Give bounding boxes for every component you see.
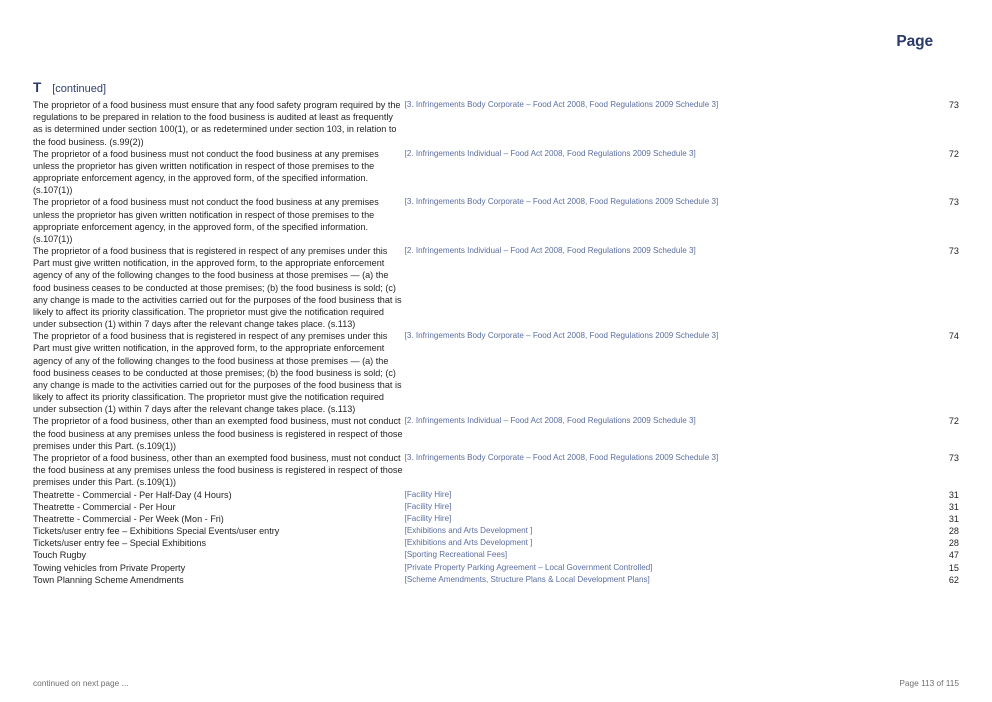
fee-index-table <box>33 99 959 586</box>
cell-fee-name: Theatrette - Commercial - Per Half-Day (4 Hours) <box>33 489 232 500</box>
cell-page-number: 73 <box>948 246 959 257</box>
table-row <box>33 489 959 501</box>
table-row <box>33 330 959 415</box>
column-header-page: Page <box>0 33 933 702</box>
cell-page-number: 28 <box>948 538 959 549</box>
cell-page-number: 15 <box>948 562 959 573</box>
cell-parent-name[interactable]: [3. Infringements Body Corporate – Food Act 2008, Food Regulations 2009 Schedule 3] <box>404 452 719 462</box>
cell-page-number: 31 <box>948 513 959 524</box>
cell-parent-name[interactable]: [Sporting Recreational Fees] <box>404 550 508 560</box>
letter-group-heading <box>33 79 106 97</box>
table-row <box>33 537 959 549</box>
fee-index-body <box>33 99 959 586</box>
footer-page-indicator: Page 113 of 115 <box>899 678 959 688</box>
cell-page-number: 28 <box>948 526 959 537</box>
cell-page-number: 73 <box>948 452 959 463</box>
cell-parent-name[interactable]: [Private Property Parking Agreement – Local Government Controlled] <box>404 562 653 572</box>
cell-parent-name[interactable]: [Exhibitions and Arts Development ] <box>404 526 533 536</box>
column-header-row <box>0 33 992 57</box>
cell-fee-name: The proprietor of a food business that is registered in respect of any premises under this Part must give written notification, in the approved form, to the appropriate enforcement agency of any of the following changes to the food business at those premises — (a) the food business ceases to be conducted at those premises; (b) the food business is sold; (c) any change is made to the activities carried out for the purposes of the food business that is likely to affect its priority classification. The proprietor must give the notification required under subsection (1) within 7 days after the relevant change takes place. (s.113) <box>33 331 402 415</box>
cell-fee-name: Theatrette - Commercial - Per Hour <box>33 501 176 512</box>
page-footer <box>0 678 992 694</box>
cell-page-number: 47 <box>948 550 959 561</box>
cell-fee-name: Touch Rugby <box>33 550 87 561</box>
cell-fee-name: The proprietor of a food business must ensure that any food safety program required by the regulations to be prepared in relation to the food business is audited at least as frequently as is determined under section 100(1), or as redetermined under section 103, in relation to the food business. (s.99(2)) <box>33 100 401 147</box>
cell-fee-name: The proprietor of a food business must not conduct the food business at any premises unless the proprietor has given written notification in respect of those premises to the appropriate enforcement agency, in the approved form, of the specified information. (s.107(1)) <box>33 148 379 196</box>
table-row <box>33 415 959 452</box>
cell-page-number: 73 <box>948 100 959 110</box>
table-row <box>33 245 959 330</box>
table-row <box>33 196 959 245</box>
cell-fee-name: The proprietor of a food business must not conduct the food business at any premises unless the proprietor has given written notification in respect of those premises to the appropriate enforcement agency, in the approved form, of the specified information. (s.107(1)) <box>33 197 379 244</box>
cell-parent-name[interactable]: [3. Infringements Body Corporate – Food Act 2008, Food Regulations 2009 Schedule 3] <box>404 197 719 207</box>
cell-page-number: 31 <box>948 489 959 500</box>
cell-fee-name: The proprietor of a food business, other than an exempted food business, must not conduct the food business at any premises unless the food business is registered in respect of those premises under this Part. (s.109(1)) <box>33 416 403 451</box>
cell-parent-name[interactable]: [Facility Hire] <box>404 489 452 499</box>
cell-parent-name[interactable]: [2. Infringements Individual – Food Act 2008, Food Regulations 2009 Schedule 3] <box>404 246 696 256</box>
cell-parent-name[interactable]: [Facility Hire] <box>404 501 452 511</box>
cell-parent-name[interactable]: [3. Infringements Body Corporate – Food Act 2008, Food Regulations 2009 Schedule 3] <box>404 331 719 341</box>
footer-continued-note: continued on next page ... <box>33 678 129 688</box>
table-row <box>33 562 959 574</box>
cell-parent-name[interactable]: [2. Infringements Individual – Food Act 2008, Food Regulations 2009 Schedule 3] <box>404 148 696 158</box>
table-row <box>33 574 959 586</box>
table-row <box>33 452 959 489</box>
cell-page-number: 72 <box>948 416 959 427</box>
cell-page-number: 73 <box>948 197 959 208</box>
cell-parent-name[interactable]: [Exhibitions and Arts Development ] <box>404 538 533 548</box>
cell-fee-name: Tickets/user entry fee – Special Exhibitions <box>33 538 207 549</box>
cell-fee-name: The proprietor of a food business, other than an exempted food business, must not conduct the food business at any premises unless the food business is registered in respect of those premises under this Part. (s.109(1)) <box>33 452 403 488</box>
cell-parent-name[interactable]: [Facility Hire] <box>404 513 452 523</box>
cell-page-number: 62 <box>948 574 959 585</box>
cell-fee-name: Theatrette - Commercial - Per Week (Mon - Fri) <box>33 513 224 524</box>
table-row <box>33 549 959 561</box>
table-row <box>33 99 959 148</box>
group-letter: T <box>33 80 42 95</box>
cell-fee-name: Town Planning Scheme Amendments <box>33 574 184 585</box>
cell-parent-name[interactable]: [3. Infringements Body Corporate – Food Act 2008, Food Regulations 2009 Schedule 3] <box>404 100 719 109</box>
group-continued-label: [continued] <box>52 83 107 95</box>
cell-page-number: 74 <box>948 331 959 342</box>
cell-fee-name: Tickets/user entry fee – Exhibitions Special Events/user entry <box>33 526 280 537</box>
table-row <box>33 513 959 525</box>
cell-parent-name[interactable]: [Scheme Amendments, Structure Plans & Local Development Plans] <box>404 574 650 584</box>
cell-page-number: 31 <box>948 501 959 512</box>
cell-fee-name: Towing vehicles from Private Property <box>33 562 186 573</box>
table-row <box>33 525 959 537</box>
table-row <box>33 501 959 513</box>
cell-fee-name: The proprietor of a food business that is registered in respect of any premises under this Part must give written notification, in the approved form, to the appropriate enforcement agency of any of the following changes to the food business at those premises — (a) the food business ceases to be conducted at those premises; (b) the food business is sold; (c) any change is made to the activities carried out for the purposes of the food business that is likely to affect its priority classification. The proprietor must give the notification required under subsection (1) within 7 days after the relevant change takes place. (s.113) <box>33 246 402 330</box>
table-row <box>33 148 959 197</box>
cell-page-number: 72 <box>948 148 959 159</box>
cell-parent-name[interactable]: [2. Infringements Individual – Food Act 2008, Food Regulations 2009 Schedule 3] <box>404 416 696 426</box>
